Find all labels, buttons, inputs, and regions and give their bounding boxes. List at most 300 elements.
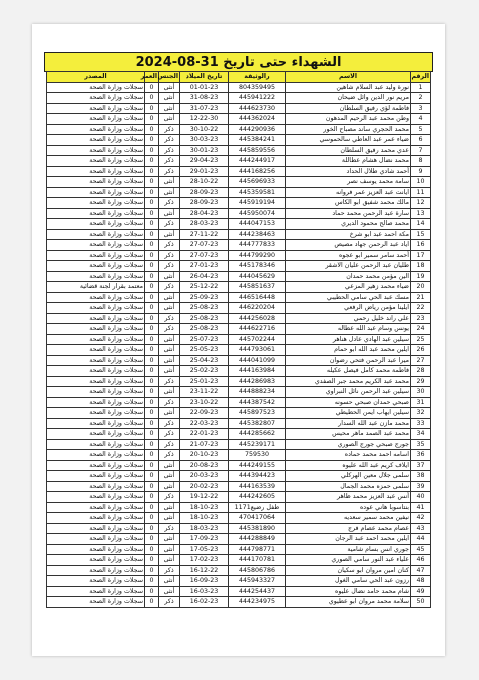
- row-name: فاطمة لؤي رفيق السلطان: [286, 103, 411, 114]
- row-source: سجلات وزارة الصحة: [47, 471, 145, 482]
- table-row: [47, 292, 431, 303]
- table-row: [47, 261, 431, 272]
- row-birth-date: 28-09-23: [180, 198, 229, 209]
- row-id-number: 444799290: [229, 250, 286, 261]
- row-source: سجلات وزارة الصحة: [47, 597, 145, 608]
- row-number: 46: [411, 555, 431, 566]
- row-gender: أنثى: [159, 366, 180, 377]
- row-source: سجلات وزارة الصحة: [47, 229, 145, 240]
- row-gender: أنثى: [159, 303, 180, 314]
- row-name: عصام محمد عصام فرج: [286, 523, 411, 534]
- row-id-number: 446220204: [229, 303, 286, 314]
- row-number: 7: [411, 145, 431, 156]
- table-row: [47, 544, 431, 555]
- row-id-number: 445382807: [229, 418, 286, 429]
- row-age: 0: [145, 460, 159, 471]
- row-id-number: 444888234: [229, 387, 286, 398]
- row-id-number: 444254437: [229, 586, 286, 597]
- row-birth-date: 29-01-23: [180, 166, 229, 177]
- row-age: 0: [145, 292, 159, 303]
- table-row: [47, 397, 431, 408]
- row-birth-date: 16-12-22: [180, 565, 229, 576]
- row-gender: أنثى: [159, 114, 180, 125]
- martyrs-table: [46, 71, 431, 608]
- row-name: وطن محمد عبد الرحيم المدهون: [286, 114, 411, 125]
- table-row: [47, 502, 431, 513]
- table-row: [47, 82, 431, 93]
- row-number: 2: [411, 93, 431, 104]
- row-birth-date: 16-03-23: [180, 586, 229, 597]
- table-row: [47, 586, 431, 597]
- row-age: 0: [145, 114, 159, 125]
- row-age: 0: [145, 261, 159, 272]
- row-number: 9: [411, 166, 431, 177]
- row-gender: أنثى: [159, 544, 180, 555]
- table-row: [47, 303, 431, 314]
- row-age: 0: [145, 586, 159, 597]
- row-source: سجلات وزارة الصحة: [47, 250, 145, 261]
- row-id-number: 444163539: [229, 481, 286, 492]
- row-source: سجلات وزارة الصحة: [47, 523, 145, 534]
- table-row: [47, 250, 431, 261]
- row-source: سجلات وزارة الصحة: [47, 261, 145, 272]
- row-source: سجلات وزارة الصحة: [47, 355, 145, 366]
- row-number: 33: [411, 418, 431, 429]
- document-title: الشهداء حتى تاريخ 31-08-2024: [44, 52, 433, 72]
- row-gender: أنثى: [159, 334, 180, 345]
- row-source: سجلات وزارة الصحة: [47, 397, 145, 408]
- row-id-number: 445178346: [229, 261, 286, 272]
- table-row: [47, 387, 431, 398]
- row-name: يونس وسام عبد الله عطاله: [286, 324, 411, 335]
- table-row: [47, 208, 431, 219]
- table-row: [47, 355, 431, 366]
- header-name: الاسم: [286, 72, 411, 83]
- table-row: [47, 229, 431, 240]
- row-name: الين مؤمن محمد حمدان: [286, 271, 411, 282]
- table-row: [47, 240, 431, 251]
- row-name: محمد عبد الكريم محمد جبر الصفدي: [286, 376, 411, 387]
- row-birth-date: 28-04-23: [180, 208, 229, 219]
- row-id-number: 444041099: [229, 355, 286, 366]
- table-row: [47, 187, 431, 198]
- table-row: [47, 282, 431, 293]
- header-id: رالوثيقة: [229, 72, 286, 83]
- row-birth-date: 12-22-30: [180, 114, 229, 125]
- table-row: [47, 376, 431, 387]
- row-age: 0: [145, 124, 159, 135]
- row-age: 0: [145, 82, 159, 93]
- row-gender: أنثى: [159, 576, 180, 587]
- row-birth-date: 20-02-23: [180, 481, 229, 492]
- row-birth-date: 31-07-23: [180, 103, 229, 114]
- row-age: 0: [145, 523, 159, 534]
- row-number: 39: [411, 481, 431, 492]
- row-birth-date: 25-07-23: [180, 334, 229, 345]
- row-name: سارة عبد الرحمن محمد حماد: [286, 208, 411, 219]
- row-id-number: 446516448: [229, 292, 286, 303]
- table-row: [47, 450, 431, 461]
- row-age: 0: [145, 282, 159, 293]
- table-row: [47, 135, 431, 146]
- row-number: 8: [411, 156, 431, 167]
- row-age: 0: [145, 502, 159, 513]
- row-age: 0: [145, 187, 159, 198]
- row-number: 32: [411, 408, 431, 419]
- row-number: 35: [411, 439, 431, 450]
- row-source: سجلات وزارة الصحة: [47, 156, 145, 167]
- row-id-number: 445806786: [229, 565, 286, 576]
- row-source: سجلات وزارة الصحة: [47, 376, 145, 387]
- row-gender: أنثى: [159, 93, 180, 104]
- row-name: ضياء عمر عبد العاطي سالحموسي: [286, 135, 411, 146]
- row-id-number: 445897523: [229, 408, 286, 419]
- row-number: 17: [411, 250, 431, 261]
- row-name: ايلين محمد عبد الله ابو حمام: [286, 345, 411, 356]
- row-id-number: 444244917: [229, 156, 286, 167]
- row-number: 18: [411, 261, 431, 272]
- table-row: [47, 439, 431, 450]
- row-name: علياء عبد النور سامي الصوري: [286, 555, 411, 566]
- row-gender: أنثى: [159, 586, 180, 597]
- row-number: 12: [411, 198, 431, 209]
- table-row: [47, 334, 431, 345]
- table-row: [47, 492, 431, 503]
- row-birth-date: 23-10-22: [180, 397, 229, 408]
- row-source: سجلات وزارة الصحة: [47, 555, 145, 566]
- row-number: 30: [411, 387, 431, 398]
- table-row: [47, 418, 431, 429]
- row-number: 49: [411, 586, 431, 597]
- row-birth-date: 25-08-23: [180, 303, 229, 314]
- row-name: سلمى جلال معين الهركلي: [286, 471, 411, 482]
- row-source: سجلات وزارة الصحة: [47, 271, 145, 282]
- row-gender: أنثى: [159, 229, 180, 240]
- row-source: سجلات وزارة الصحة: [47, 198, 145, 209]
- row-name: أنس عبد العزيز محمد ظاهر: [286, 492, 411, 503]
- row-id-number: 444387542: [229, 397, 286, 408]
- row-number: 47: [411, 565, 431, 576]
- row-age: 0: [145, 439, 159, 450]
- row-age: 0: [145, 303, 159, 314]
- row-birth-date: 18-10-23: [180, 513, 229, 524]
- row-gender: ذكر: [159, 418, 180, 429]
- row-birth-date: 17-09-23: [180, 534, 229, 545]
- row-id-number: 444362024: [229, 114, 286, 125]
- table-row: [47, 576, 431, 587]
- row-birth-date: 25-09-23: [180, 292, 229, 303]
- row-birth-date: 25-04-23: [180, 355, 229, 366]
- row-id-number: 444798771: [229, 544, 286, 555]
- row-age: 0: [145, 208, 159, 219]
- row-gender: أنثى: [159, 345, 180, 356]
- row-number: 24: [411, 324, 431, 335]
- row-age: 0: [145, 229, 159, 240]
- row-age: 0: [145, 156, 159, 167]
- row-number: 23: [411, 313, 431, 324]
- row-source: سجلات وزارة الصحة: [47, 166, 145, 177]
- row-age: 0: [145, 418, 159, 429]
- row-name: نيفين محمد سمير سعديه: [286, 513, 411, 524]
- row-birth-date: 30-03-23: [180, 135, 229, 146]
- table-row: [47, 93, 431, 104]
- row-birth-date: 27-11-22: [180, 229, 229, 240]
- row-source: سجلات وزارة الصحة: [47, 502, 145, 513]
- row-number: 31: [411, 397, 431, 408]
- row-number: 26: [411, 345, 431, 356]
- row-gender: أنثى: [159, 481, 180, 492]
- row-birth-date: 29-04-23: [180, 156, 229, 167]
- row-source: سجلات وزارة الصحة: [47, 544, 145, 555]
- row-number: 1: [411, 82, 431, 93]
- table-row: [47, 565, 431, 576]
- row-source: سجلات وزارة الصحة: [47, 586, 145, 597]
- row-age: 0: [145, 93, 159, 104]
- row-birth-date: 01-01-23: [180, 82, 229, 93]
- row-name: ايانت عبد العزيز عمر فروانه: [286, 187, 411, 198]
- row-number: 37: [411, 460, 431, 471]
- row-gender: ذكر: [159, 397, 180, 408]
- row-number: 28: [411, 366, 431, 377]
- row-id-number: 445381890: [229, 523, 286, 534]
- row-id-number: 445702244: [229, 334, 286, 345]
- row-age: 0: [145, 219, 159, 230]
- row-name: محمد صالح محمود الديري: [286, 219, 411, 230]
- row-source: سجلات وزارة الصحة: [47, 366, 145, 377]
- row-id-number: 444622716: [229, 324, 286, 335]
- row-name: ايلين محمد احمد عبد الرجان: [286, 534, 411, 545]
- row-source: سجلات وزارة الصحة: [47, 208, 145, 219]
- header-number: الرقم: [411, 73, 429, 81]
- row-name: محمد مازن عبد الله السدار: [286, 418, 411, 429]
- row-source: سجلات وزارة الصحة: [47, 240, 145, 251]
- row-age: 0: [145, 334, 159, 345]
- row-name: مالك محمد شفيق ابو الكاس: [286, 198, 411, 209]
- row-source: سجلات وزارة الصحة: [47, 177, 145, 188]
- table-row: [47, 429, 431, 440]
- row-id-number: 444047153: [229, 219, 286, 230]
- row-source: سجلات وزارة الصحة: [47, 313, 145, 324]
- row-birth-date: 16-02-23: [180, 597, 229, 608]
- row-source: سجلات وزارة الصحة: [47, 324, 145, 335]
- row-birth-date: 18-03-23: [180, 523, 229, 534]
- header-gender: الجنس: [157, 73, 178, 81]
- row-name: محمد الحجري ساند مصباح الخور: [286, 124, 411, 135]
- row-id-number: 445941222: [229, 93, 286, 104]
- row-age: 0: [145, 198, 159, 209]
- header-age: العمر: [140, 73, 157, 81]
- row-name: أحمد سامر سمير ابو عجوه: [286, 250, 411, 261]
- row-gender: ذكر: [159, 376, 180, 387]
- row-id-number: 444238463: [229, 229, 286, 240]
- row-gender: أنثى: [159, 471, 180, 482]
- row-id-number: 445696933: [229, 177, 286, 188]
- row-birth-date: 16-09-23: [180, 576, 229, 587]
- row-name: مريم نور الدين وائل ضيحان: [286, 93, 411, 104]
- row-gender: ذكر: [159, 450, 180, 461]
- row-id-number: 444170781: [229, 555, 286, 566]
- row-age: 0: [145, 513, 159, 524]
- row-birth-date: 25-08-23: [180, 324, 229, 335]
- row-id-number: 444290936: [229, 124, 286, 135]
- table-row: [47, 166, 431, 177]
- row-age: 0: [145, 387, 159, 398]
- row-age: 0: [145, 135, 159, 146]
- table-row: [47, 219, 431, 230]
- row-number: 41: [411, 502, 431, 513]
- header-dob: تاريخ الميلاد: [180, 72, 229, 83]
- row-id-number: 444623730: [229, 103, 286, 114]
- row-name: جوري انس بسام شامية: [286, 544, 411, 555]
- table-row: [47, 156, 431, 167]
- row-number: 43: [411, 523, 431, 534]
- row-number: 34: [411, 429, 431, 440]
- row-birth-date: 30-10-22: [180, 124, 229, 135]
- table-row: [47, 523, 431, 534]
- table-row: [47, 513, 431, 524]
- row-number: 42: [411, 513, 431, 524]
- row-gender: أنثى: [159, 502, 180, 513]
- row-age: 0: [145, 565, 159, 576]
- row-name: سيلين ايهاب ايمن الحطيطي: [286, 408, 411, 419]
- row-number: 19: [411, 271, 431, 282]
- table-row: [47, 366, 431, 377]
- row-birth-date: 27-07-23: [180, 240, 229, 251]
- row-source: سجلات وزارة الصحة: [47, 292, 145, 303]
- row-birth-date: 17-05-23: [180, 544, 229, 555]
- row-gender: أنثى: [159, 513, 180, 524]
- row-source: سجلات وزارة الصحة: [47, 219, 145, 230]
- row-birth-date: 28-10-22: [180, 177, 229, 188]
- row-number: 38: [411, 471, 431, 482]
- row-birth-date: 28-03-23: [180, 219, 229, 230]
- row-age: 0: [145, 450, 159, 461]
- row-source: سجلات وزارة الصحة: [47, 450, 145, 461]
- row-number: 16: [411, 240, 431, 251]
- row-gender: ذكر: [159, 597, 180, 608]
- row-source: سجلات وزارة الصحة: [47, 82, 145, 93]
- row-source: سجلات وزارة الصحة: [47, 387, 145, 398]
- row-id-number: 444288849: [229, 534, 286, 545]
- row-source: سجلات وزارة الصحة: [47, 429, 145, 440]
- row-gender: ذكر: [159, 250, 180, 261]
- row-birth-date: 19-12-22: [180, 492, 229, 503]
- row-age: 0: [145, 345, 159, 356]
- row-id-number: 445943327: [229, 576, 286, 587]
- row-id-number: 445919194: [229, 198, 286, 209]
- row-birth-date: 28-09-23: [180, 187, 229, 198]
- row-source: سجلات وزارة الصحة: [47, 576, 145, 587]
- row-id-number: 444777833: [229, 240, 286, 251]
- row-source: سجلات وزارة الصحة: [47, 187, 145, 198]
- table-row: [47, 345, 431, 356]
- row-age: 0: [145, 177, 159, 188]
- row-name: رزون عبد الحي سامي الغول: [286, 576, 411, 587]
- row-age: 0: [145, 534, 159, 545]
- row-age: 0: [145, 492, 159, 503]
- row-birth-date: 25-05-23: [180, 345, 229, 356]
- row-age: 0: [145, 240, 159, 251]
- row-source: سجلات وزارة الصحة: [47, 481, 145, 492]
- table-row: [47, 124, 431, 135]
- row-id-number: 470417064: [229, 513, 286, 524]
- row-id-number: 804359495: [229, 82, 286, 93]
- row-gender: ذكر: [159, 124, 180, 135]
- row-source: سجلات وزارة الصحة: [47, 124, 145, 135]
- row-id-number: 444045629: [229, 271, 286, 282]
- row-number: 3: [411, 103, 431, 114]
- table-row: [47, 313, 431, 324]
- row-source: سجلات وزارة الصحة: [47, 460, 145, 471]
- row-birth-date: 31-08-23: [180, 93, 229, 104]
- row-number: 15: [411, 229, 431, 240]
- row-gender: أنثى: [159, 387, 180, 398]
- row-age: 0: [145, 408, 159, 419]
- row-id-number: 444168256: [229, 166, 286, 177]
- row-name: كنان امين مروان ابو سكيان: [286, 565, 411, 576]
- row-source: سجلات وزارة الصحة: [47, 534, 145, 545]
- row-name: سيلين عبد الهادي عادل هناهر: [286, 334, 411, 345]
- row-source: سجلات وزارة الصحة: [47, 334, 145, 345]
- row-age: 0: [145, 250, 159, 261]
- table-row: [47, 198, 431, 209]
- row-id-number: 444285662: [229, 429, 286, 440]
- row-gender: ذكر: [159, 324, 180, 335]
- table-row: [47, 597, 431, 608]
- row-number: 36: [411, 450, 431, 461]
- row-source: سجلات وزارة الصحة: [47, 135, 145, 146]
- row-birth-date: 25-02-23: [180, 366, 229, 377]
- row-birth-date: 17-02-23: [180, 555, 229, 566]
- row-source: سجلات وزارة الصحة: [47, 492, 145, 503]
- row-name: ميرا عبد الرحمن فتحي رضوان: [286, 355, 411, 366]
- row-name: صبحي حمدان صبحي حسونه: [286, 397, 411, 408]
- row-source: سجلات وزارة الصحة: [47, 114, 145, 125]
- row-gender: أنثى: [159, 408, 180, 419]
- row-number: 45: [411, 544, 431, 555]
- row-gender: أنثى: [159, 460, 180, 471]
- row-age: 0: [145, 166, 159, 177]
- row-name: محمد نضال هشام عطاللة: [286, 156, 411, 167]
- row-number: 48: [411, 576, 431, 587]
- row-number: 29: [411, 376, 431, 387]
- row-id-number: 445950074: [229, 208, 286, 219]
- row-age: 0: [145, 481, 159, 492]
- table-row: [47, 460, 431, 471]
- row-gender: ذكر: [159, 492, 180, 503]
- row-name: جورج صبحي جورج الصوري: [286, 439, 411, 450]
- row-number: 22: [411, 303, 431, 314]
- row-gender: ذكر: [159, 240, 180, 251]
- row-name: سيلين عبد الرحمن نائل النبراوي: [286, 387, 411, 398]
- row-gender: ذكر: [159, 282, 180, 293]
- row-source: سجلات وزارة الصحة: [47, 303, 145, 314]
- row-id-number: 445359581: [229, 187, 286, 198]
- row-gender: أنثى: [159, 82, 180, 93]
- row-age: 0: [145, 429, 159, 440]
- row-source: سجلات وزارة الصحة: [47, 439, 145, 450]
- row-id-number: 444256028: [229, 313, 286, 324]
- row-age: 0: [145, 376, 159, 387]
- row-id-number: طفل رضيع1171: [229, 502, 286, 513]
- row-gender: أنثى: [159, 355, 180, 366]
- row-birth-date: 27-01-23: [180, 261, 229, 272]
- row-id-number: 444163984: [229, 366, 286, 377]
- row-name: ايلاف كريم عبد الله عليوه: [286, 460, 411, 471]
- row-name: طليان عبد الرحمن عليان الاشقر: [286, 261, 411, 272]
- table-row: [47, 471, 431, 482]
- row-gender: أنثى: [159, 103, 180, 114]
